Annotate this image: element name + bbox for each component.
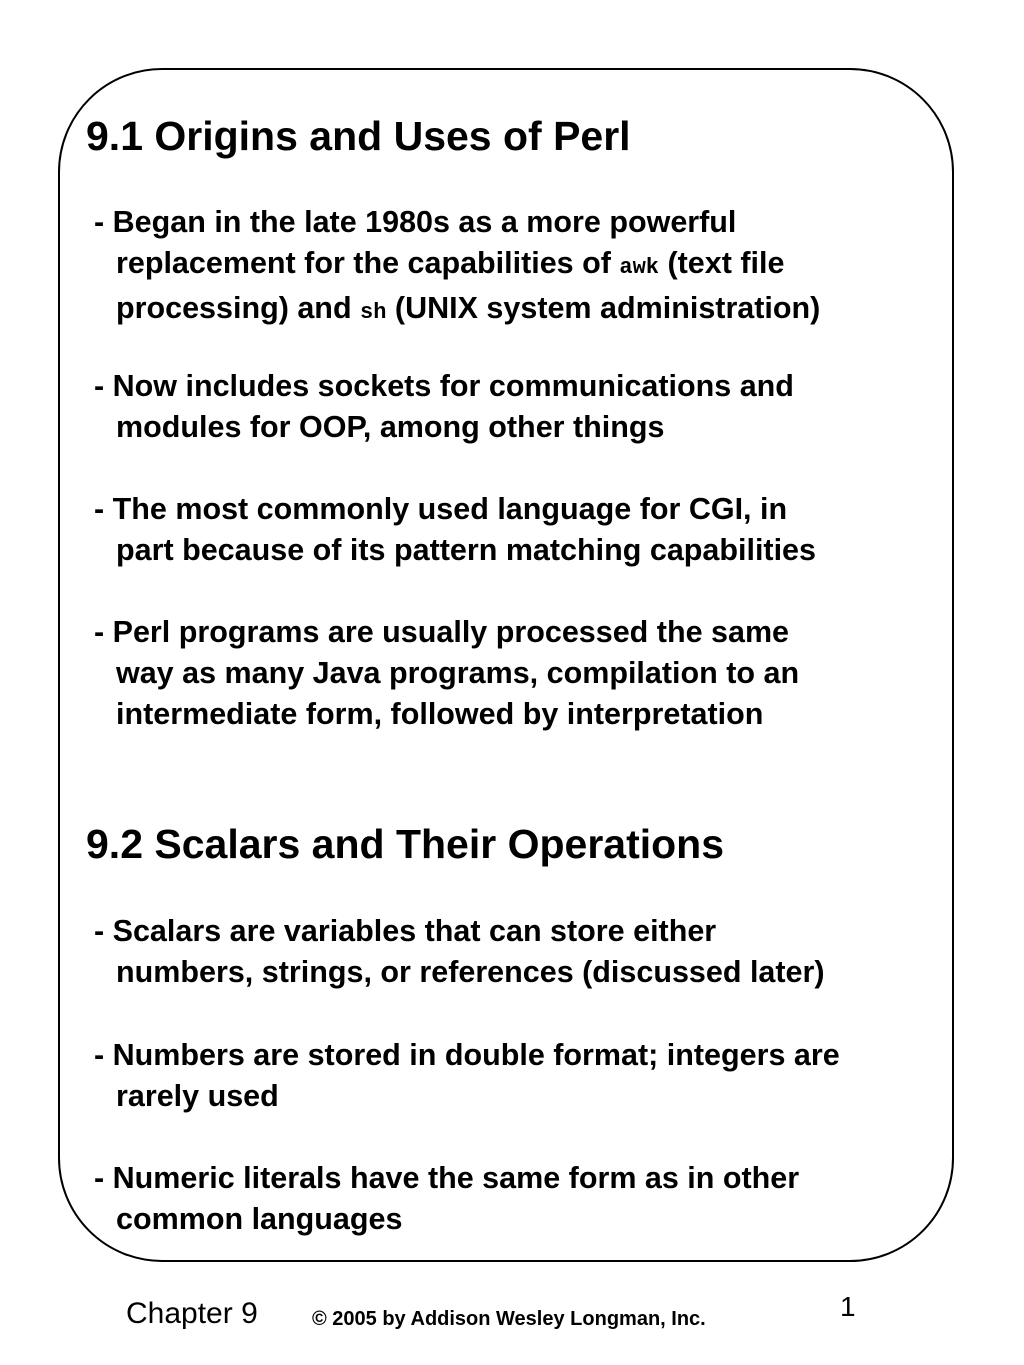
bullet-line: way as many Java programs, compilation to an [116, 656, 800, 690]
bullet-line: - Began in the late 1980s as a more powerful [94, 205, 737, 239]
bullet-text: replacement for the capabilities of [116, 246, 620, 280]
bullet-scalars [94, 911, 825, 993]
bullet-text: processing) and [116, 291, 361, 325]
bullet-began [94, 202, 820, 333]
section-title-origins: 9.1 Origins and Uses of Perl [86, 113, 631, 159]
bullet-processing [94, 612, 799, 735]
page-number: 1 [840, 1291, 856, 1322]
bullet-line [94, 243, 820, 288]
bullet-line: numbers, strings, or references (discussed later) [116, 955, 825, 989]
bullet-line: - Perl programs are usually processed the same [94, 615, 790, 649]
bullet-line: part because of its pattern matching capabilities [116, 533, 816, 567]
bullet-sockets [94, 366, 794, 448]
bullet-line: common languages [116, 1202, 403, 1236]
footer-copyright: © 2005 by Addison Wesley Longman, Inc. [312, 1308, 706, 1330]
code-sh: sh [360, 300, 387, 325]
bullet-line: rarely used [116, 1079, 279, 1113]
bullet-numbers [94, 1035, 840, 1117]
bullet-line: - Now includes sockets for communications and [94, 369, 794, 403]
bullet-cgi [94, 489, 816, 571]
section-title-scalars: 9.2 Scalars and Their Operations [86, 821, 725, 867]
bullet-line: modules for OOP, among other things [116, 410, 665, 444]
bullet-line: - Scalars are variables that can store either [94, 914, 717, 948]
code-awk: awk [619, 255, 659, 280]
bullet-line [94, 288, 820, 333]
bullet-line: - Numbers are stored in double format; integers are [94, 1038, 840, 1072]
bullet-line: - Numeric literals have the same form as in other [94, 1161, 800, 1195]
bullet-line: - The most commonly used language for CGI, in [94, 492, 788, 526]
bullet-text: (UNIX system administration) [386, 291, 821, 325]
footer-chapter: Chapter 9 [126, 1297, 258, 1330]
bullet-text: (text file [659, 246, 785, 280]
bullet-line: intermediate form, followed by interpretation [116, 697, 764, 731]
bullet-literals [94, 1158, 799, 1240]
